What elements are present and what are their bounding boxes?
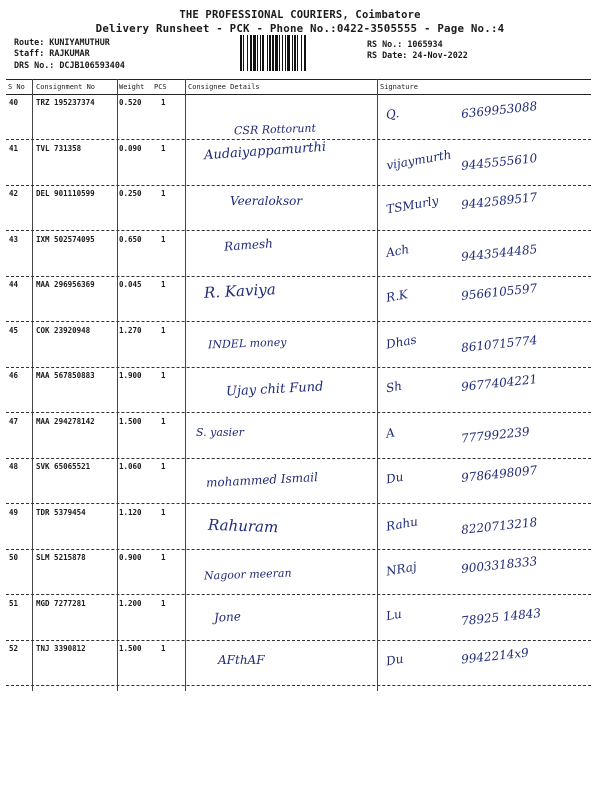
table-row <box>6 95 591 140</box>
table-row <box>6 368 591 413</box>
recipient-phone: 777992239 <box>460 423 531 446</box>
consignee-name: Audaiyappamurthi <box>203 139 327 163</box>
rs-date: RS Date: 24-Nov-2022 <box>367 50 468 60</box>
weight-value: 1.060 <box>119 462 142 471</box>
consignee-name: Ramesh <box>223 235 274 254</box>
consignment-number: MAA 567850883 <box>36 371 95 380</box>
consignee-name: AFthAF <box>218 653 265 667</box>
pieces-count: 1 <box>161 189 166 198</box>
serial-number: 41 <box>9 143 19 153</box>
consignment-number: MAA 294278142 <box>36 416 95 426</box>
consignee-name: Nagoor meeran <box>203 566 292 583</box>
serial-number: 52 <box>9 644 19 653</box>
col-pcs: PCS <box>154 83 167 91</box>
recipient-phone: 8220713218 <box>460 514 538 537</box>
pieces-count: 1 <box>161 416 166 426</box>
signature-mark: Lu <box>384 606 403 623</box>
pieces-count: 1 <box>161 234 166 244</box>
consignee-name: INDEL money <box>207 335 287 351</box>
recipient-phone: 9942214x9 <box>460 645 530 667</box>
signature-mark: TSMurly <box>385 193 440 217</box>
pieces-count: 1 <box>161 462 166 471</box>
table-row <box>6 550 591 595</box>
serial-number: 48 <box>9 462 19 471</box>
serial-number: 50 <box>9 553 19 562</box>
serial-number: 43 <box>9 234 19 244</box>
signature-mark: A <box>384 424 396 441</box>
serial-number: 49 <box>9 507 19 517</box>
company-title: THE PROFESSIONAL COURIERS, Coimbatore <box>179 9 421 21</box>
table-row <box>6 505 591 550</box>
serial-number: 51 <box>9 598 19 608</box>
consignment-number: DEL 901110599 <box>36 189 95 198</box>
col-consignment: Consignment No <box>36 83 96 91</box>
consignee-name: Jone <box>213 608 242 625</box>
consignment-number: MGD 7277281 <box>36 598 86 608</box>
table-row <box>6 323 591 368</box>
runsheet-table <box>6 79 591 691</box>
weight-value: 0.250 <box>119 189 142 198</box>
pieces-count: 1 <box>161 553 166 562</box>
runsheet-subtitle: Delivery Runsheet - PCK - Phone No.:0422-3505555 - Page No.:4 <box>95 22 505 35</box>
weight-value: 0.650 <box>119 234 142 244</box>
signature-mark: Dhas <box>385 331 418 352</box>
consignee-name: Rahuram <box>207 515 279 536</box>
signature-mark: Q. <box>384 105 401 123</box>
weight-value: 0.520 <box>119 98 142 107</box>
pieces-count: 1 <box>161 598 166 608</box>
pieces-count: 1 <box>161 280 166 289</box>
consignment-number: SLM 5215878 <box>36 553 86 562</box>
signature-mark: Rahu <box>385 513 419 534</box>
pieces-count: 1 <box>161 644 166 653</box>
table-row <box>6 186 591 231</box>
consignee-name: R. Kaviya <box>203 280 277 302</box>
signature-mark: Ach <box>384 241 411 260</box>
col-sno: S No <box>8 83 25 91</box>
col-weight: Weight <box>119 83 145 91</box>
row-divider <box>6 685 591 686</box>
pieces-count: 1 <box>161 325 166 335</box>
consignment-number: TVL 731358 <box>36 143 82 153</box>
serial-number: 40 <box>9 98 19 107</box>
recipient-phone: 9442589517 <box>460 190 538 212</box>
staff-label: Staff: RAJKUMAR <box>14 48 90 58</box>
recipient-phone: 78925 14843 <box>460 605 542 628</box>
pieces-count: 1 <box>161 507 166 517</box>
recipient-phone: 9443544485 <box>460 241 538 264</box>
consignment-number: TNJ 3390812 <box>36 644 86 653</box>
consignee-name: Ujay chit Fund <box>225 379 324 400</box>
table-row <box>6 232 591 277</box>
table-row <box>6 141 591 186</box>
route-label: Route: KUNIYAMUTHUR <box>14 37 110 47</box>
consignee-name: CSR Rottorunt <box>233 121 317 138</box>
serial-number: 42 <box>9 189 19 198</box>
weight-value: 1.500 <box>119 644 142 653</box>
table-top-border <box>6 79 591 80</box>
signature-mark: vijaymurth <box>385 146 453 173</box>
serial-number: 45 <box>9 325 19 335</box>
table-row <box>6 641 591 686</box>
consignment-number: COK 23920948 <box>36 325 91 335</box>
serial-number: 46 <box>9 371 19 380</box>
consignee-name: S. yasier <box>196 425 244 439</box>
signature-mark: R.K <box>384 287 409 305</box>
serial-number: 44 <box>9 280 19 289</box>
consignee-name: mohammed Ismail <box>205 470 319 490</box>
table-row <box>6 277 591 322</box>
consignment-number: TRZ 195237374 <box>36 98 95 107</box>
weight-value: 0.900 <box>119 553 142 562</box>
rs-number: RS No.: 1065934 <box>367 39 443 49</box>
weight-value: 1.120 <box>119 507 142 517</box>
weight-value: 1.500 <box>119 416 142 426</box>
pieces-count: 1 <box>161 98 166 107</box>
signature-mark: Du <box>384 651 405 669</box>
weight-value: 1.270 <box>119 325 142 335</box>
signature-mark: NRaj <box>385 559 418 579</box>
consignment-number: TDR 5379454 <box>36 507 86 517</box>
consignment-number: SVK 65065521 <box>36 462 91 471</box>
serial-number: 47 <box>9 416 19 426</box>
table-row <box>6 459 591 504</box>
consignment-number: IXM 502574095 <box>36 234 95 244</box>
recipient-phone: 9566105597 <box>460 281 538 303</box>
recipient-phone: 9445555610 <box>460 150 538 173</box>
signature-mark: Du <box>384 469 405 487</box>
pieces-count: 1 <box>161 371 166 380</box>
weight-value: 0.090 <box>119 143 142 153</box>
drs-number: DRS No.: DCJB106593404 <box>14 60 125 70</box>
recipient-phone: 6369953088 <box>460 99 538 121</box>
weight-value: 1.200 <box>119 598 142 608</box>
weight-value: 0.045 <box>119 280 142 289</box>
recipient-phone: 9677404221 <box>460 372 538 394</box>
pieces-count: 1 <box>161 143 166 153</box>
table-row <box>6 414 591 459</box>
consignee-name: Veeraloksor <box>230 194 303 208</box>
consignment-number: MAA 296956369 <box>36 280 95 289</box>
table-row <box>6 596 591 641</box>
recipient-phone: 8610715774 <box>460 332 538 355</box>
signature-mark: Sh <box>384 378 404 396</box>
recipient-phone: 9786498097 <box>460 463 538 485</box>
weight-value: 1.900 <box>119 371 142 380</box>
col-signature: Signature <box>380 83 418 91</box>
barcode <box>240 35 358 71</box>
col-consignee: Consignee Details <box>188 83 260 91</box>
recipient-phone: 9003318333 <box>460 554 538 576</box>
